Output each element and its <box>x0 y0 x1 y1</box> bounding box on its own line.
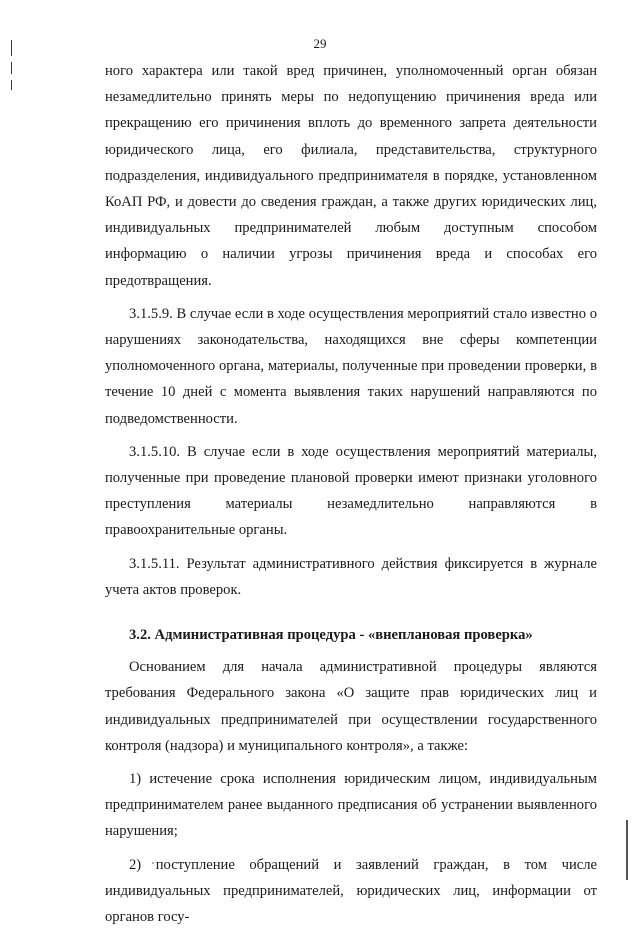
list-item-2: 2) поступление обращений и заявлений граждан, в том числе индивидуальных предпринимателей, юридических лиц, информации от органов госу- <box>105 856 597 926</box>
list-item-1: 1) истечение срока исполнения юридическим лицом, индивидуальным предпринимателем ранее выданного предписания об устранении выявленного нарушения; <box>105 771 597 840</box>
scan-edge-mark <box>626 820 628 880</box>
scan-margin-mark <box>11 80 12 90</box>
paragraph-3-1-5-11: 3.1.5.11. Результат административного действия фиксируется в журнале учета актов проверок. <box>105 555 597 598</box>
paragraph-basis: Основанием для начала административной процедуры являются требования Федерального закона «О защите прав юридических лиц и индивидуальных предпринимателей при осуществлении государственного контроля (надзора) и муниципального контроля», а также: <box>105 659 597 754</box>
paragraph-3-1-5-9: 3.1.5.9. В случае если в ходе осуществления мероприятий стало известно о нарушениях законодательства, находящихся вне сферы компетенции уполномоченного органа, материалы, полученные при проведении проверки, в течение 10 дней с момента выявления таких нарушений направляются по подведомственности. <box>105 305 597 427</box>
section-heading-3-2: 3.2. Административная процедура - «внеплановая проверка» <box>129 627 533 644</box>
scan-margin-mark <box>11 62 12 74</box>
paragraph-continuation: ного характера или такой вред причинен, уполномоченный орган обязан незамедлительно принять меры по недопущению причинения вреда или прекращению его причинения вплоть до временного запрета деятельности юридического лица, его филиала, представительства, структурного подразделения, индивидуального предпринимателя в порядке, установленном КоАП РФ, и довести до сведения граждан, а также других юридических лиц, индивидуальных предпринимателей любым доступным способом информацию о наличии угрозы причинения вреда и способах его предотвращения. <box>105 63 597 289</box>
page-number: 29 <box>313 36 327 51</box>
paragraph-3-1-5-10: 3.1.5.10. В случае если в ходе осуществления мероприятий материалы, полученные при проведение плановой проверки имеют признаки уголовного преступления материалы незамедлительно направляются в правоохранительные органы. <box>105 443 597 539</box>
document-body <box>105 58 597 930</box>
